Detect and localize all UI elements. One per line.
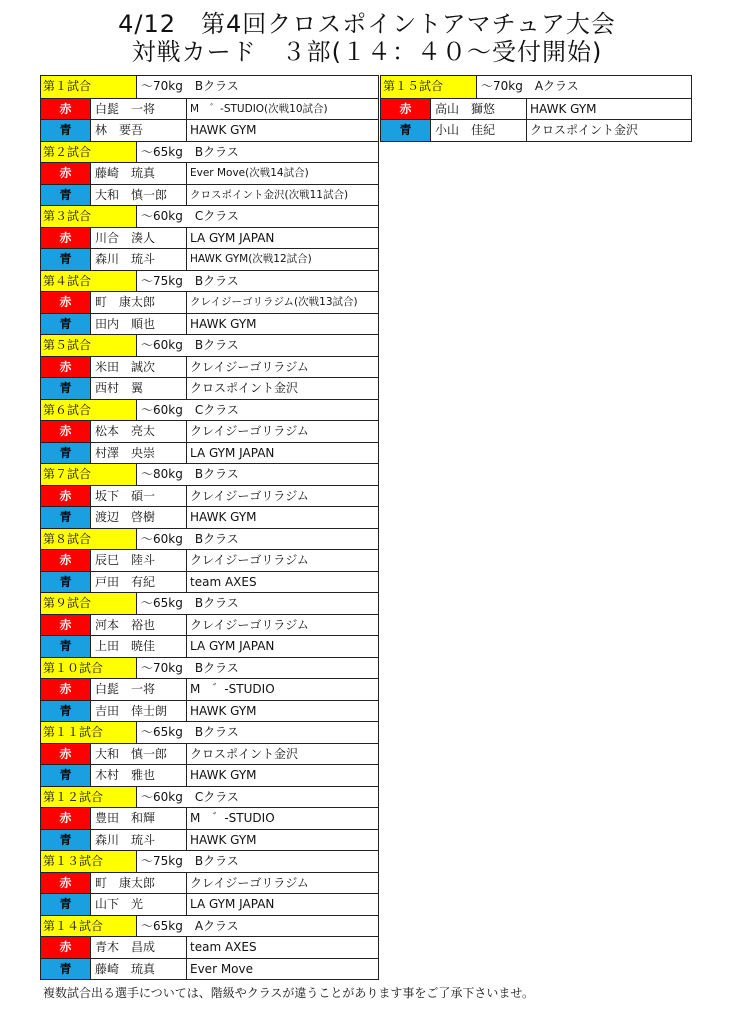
gym-name: M ゛-STUDIO(次戦10試合) [190, 102, 328, 115]
match-header [41, 657, 378, 679]
red-corner-row [41, 356, 378, 378]
gym-name: クレイジーゴリラジム [190, 553, 309, 567]
fighter-name: 町 康太郎 [91, 292, 187, 313]
match-header [41, 721, 378, 743]
match-header [41, 334, 378, 356]
blue-corner-badge: 青 [41, 185, 91, 206]
gym-name: HAWK GYM [190, 832, 257, 847]
match-name: 第１５試合 [381, 76, 477, 98]
match-weight-class: ～60kg Cクラス [141, 402, 239, 417]
red-corner-badge: 赤 [381, 99, 431, 120]
red-corner-badge: 赤 [41, 163, 91, 184]
gym-name: クロスポイント金沢 [190, 381, 299, 395]
blue-corner-badge: 青 [381, 120, 431, 141]
gym-name: HAWK GYM [190, 703, 257, 718]
match-header [41, 592, 378, 614]
gym-name: クレイジーゴリラジム [190, 488, 309, 503]
match-header [41, 141, 378, 163]
blue-corner-badge: 青 [41, 830, 91, 851]
blue-corner-row [41, 764, 378, 786]
red-corner-badge: 赤 [41, 679, 91, 700]
match-weight-class: ～60kg Cクラス [141, 789, 239, 804]
gym-name: クレイジーゴリラジム [190, 424, 309, 438]
match-name: 第１４試合 [41, 916, 137, 937]
match-weight-class: ～65kg Bクラス [141, 596, 239, 610]
blue-corner-row [41, 700, 378, 722]
fighter-name: 大和 慎一郎 [91, 744, 187, 765]
fighter-name: 田内 順也 [91, 314, 187, 335]
fighter-name: 西村 翼 [91, 378, 187, 399]
match-name: 第２試合 [41, 142, 137, 163]
match-weight-class: ～75kg Bクラス [141, 273, 239, 288]
gym-name: LA GYM JAPAN [190, 897, 275, 911]
gym-name: Ever Move(次戦14試合) [190, 167, 309, 179]
red-corner-row [41, 872, 378, 894]
red-corner-row [41, 743, 378, 765]
blue-corner-row [381, 119, 691, 141]
red-corner-badge: 赤 [41, 744, 91, 765]
red-corner-badge: 赤 [41, 550, 91, 571]
gym-name: team AXES [190, 574, 257, 589]
match-weight-class: ～80kg Bクラス [141, 467, 239, 481]
match-weight-class: ～60kg Cクラス [141, 209, 239, 223]
match-header [41, 786, 378, 808]
fighter-name: 河本 裕也 [91, 615, 187, 636]
gym-name: M ゛-STUDIO [190, 811, 275, 825]
red-corner-badge: 赤 [41, 615, 91, 636]
match-weight-class: ～65kg Bクラス [141, 725, 239, 739]
fighter-name: 松本 亮太 [91, 421, 187, 442]
gym-name: クレイジーゴリラジム [190, 875, 309, 890]
gym-name: クロスポイント金沢(次戦11試合) [190, 188, 349, 201]
blue-corner-badge: 青 [41, 636, 91, 657]
match-name: 第７試合 [41, 464, 137, 485]
match-name: 第５試合 [41, 335, 137, 356]
match-name: 第８試合 [41, 529, 137, 550]
match-name: 第１試合 [41, 76, 137, 98]
match-weight-class: ～65kg Aクラス [141, 918, 239, 933]
fighter-name: 森川 琉斗 [91, 830, 187, 851]
blue-corner-row [41, 958, 378, 980]
match-name: 第１１試合 [41, 722, 137, 743]
blue-corner-row [41, 313, 378, 335]
red-corner-row [41, 678, 378, 700]
gym-name: クロスポイント金沢 [190, 746, 299, 761]
blue-corner-row [41, 184, 378, 206]
red-corner-badge: 赤 [41, 228, 91, 249]
match-header [41, 463, 378, 485]
blue-corner-badge: 青 [41, 249, 91, 270]
blue-corner-badge: 青 [41, 894, 91, 915]
gym-name: クレイジーゴリラジム [190, 617, 309, 632]
gym-name: クレイジーゴリラジム [190, 359, 309, 374]
red-corner-badge: 赤 [41, 292, 91, 313]
gym-name: HAWK GYM(次戦12試合) [190, 253, 312, 265]
gym-name: HAWK GYM [190, 768, 257, 782]
match-weight-class: ～70kg Bクラス [141, 660, 239, 675]
fighter-name: 白髭 一将 [91, 679, 187, 700]
gym-name: LA GYM JAPAN [190, 639, 275, 653]
footer-note: 複数試合出る選手については、階級やクラスが違うことがあります事をご了承下さいませ。 [43, 986, 535, 1000]
blue-corner-row [41, 119, 378, 141]
match-weight-class: ～60kg Bクラス [141, 338, 239, 352]
gym-name: LA GYM JAPAN [190, 230, 275, 245]
gym-name: HAWK GYM [190, 316, 257, 331]
match-header [41, 915, 378, 937]
match-header [41, 528, 378, 550]
fighter-name: 戸田 有紀 [91, 572, 187, 593]
blue-corner-badge: 青 [41, 507, 91, 528]
blue-corner-badge: 青 [41, 314, 91, 335]
fighter-name: 藤崎 琉真 [91, 163, 187, 184]
fighter-name: 豊田 和輝 [91, 808, 187, 829]
blue-corner-badge: 青 [41, 443, 91, 464]
fighter-name: 木村 雅也 [91, 765, 187, 786]
red-corner-badge: 赤 [41, 421, 91, 442]
red-corner-row [41, 162, 378, 184]
fighter-name: 川合 湊人 [91, 228, 187, 249]
gym-name: Ever Move [190, 961, 253, 976]
match-name: 第６試合 [41, 400, 137, 421]
blue-corner-row [41, 377, 378, 399]
gym-name: team AXES [190, 940, 257, 954]
gym-name: LA GYM JAPAN [190, 445, 275, 460]
red-corner-badge: 赤 [41, 937, 91, 958]
red-corner-badge: 赤 [41, 808, 91, 829]
blue-corner-badge: 青 [41, 959, 91, 980]
match-header [41, 270, 378, 292]
red-corner-row [41, 549, 378, 571]
match-name: 第３試合 [41, 206, 137, 227]
match-weight-class: ～70kg Aクラス [481, 79, 579, 93]
match-table-right [380, 75, 692, 142]
match-name: 第１０試合 [41, 658, 137, 679]
fighter-name: 白髭 一将 [91, 99, 187, 120]
blue-corner-badge: 青 [41, 572, 91, 593]
gym-name: M ゛-STUDIO [190, 682, 275, 696]
match-header [41, 205, 378, 227]
page-title: 4/12 第4回クロスポイントアマチュア大会 [118, 10, 616, 38]
blue-corner-badge: 青 [41, 378, 91, 399]
red-corner-badge: 赤 [41, 99, 91, 120]
match-header [41, 76, 378, 98]
red-corner-row [41, 807, 378, 829]
fighter-name: 小山 佳紀 [431, 120, 527, 141]
blue-corner-row [41, 893, 378, 915]
fighter-name: 吉田 倖士朗 [91, 701, 187, 722]
match-header [41, 850, 378, 872]
match-name: 第１２試合 [41, 787, 137, 808]
blue-corner-row [41, 506, 378, 528]
fighter-name: 藤崎 琉真 [91, 959, 187, 980]
red-corner-row [41, 98, 378, 120]
red-corner-row [41, 227, 378, 249]
fighter-name: 高山 獅悠 [431, 99, 527, 120]
blue-corner-row [41, 635, 378, 657]
match-name: 第４試合 [41, 271, 137, 292]
gym-name: HAWK GYM [190, 123, 257, 137]
match-header [41, 399, 378, 421]
match-name: 第９試合 [41, 593, 137, 614]
fighter-name: 辰巳 陸斗 [91, 550, 187, 571]
match-weight-class: ～65kg Bクラス [141, 144, 239, 159]
gym-name: HAWK GYM [530, 101, 597, 116]
red-corner-row [41, 936, 378, 958]
match-weight-class: ～60kg Bクラス [141, 531, 239, 546]
blue-corner-row [41, 248, 378, 270]
fighter-name: 米田 誠次 [91, 357, 187, 378]
red-corner-row [41, 614, 378, 636]
fighter-name: 大和 慎一郎 [91, 185, 187, 206]
blue-corner-row [41, 829, 378, 851]
red-corner-badge: 赤 [41, 357, 91, 378]
red-corner-row [381, 98, 691, 120]
blue-corner-badge: 青 [41, 701, 91, 722]
gym-name: HAWK GYM [190, 510, 257, 524]
fighter-name: 村澤 央崇 [91, 443, 187, 464]
match-weight-class: ～75kg Bクラス [141, 854, 239, 868]
blue-corner-badge: 青 [41, 120, 91, 141]
blue-corner-badge: 青 [41, 765, 91, 786]
fighter-name: 上田 暁佳 [91, 636, 187, 657]
red-corner-row [41, 291, 378, 313]
gym-name: クロスポイント金沢 [530, 123, 639, 137]
fighter-name: 林 要吾 [91, 120, 187, 141]
red-corner-row [41, 420, 378, 442]
match-header [381, 76, 691, 98]
fighter-name: 青木 昌成 [91, 937, 187, 958]
match-name: 第１３試合 [41, 851, 137, 872]
fighter-name: 山下 光 [91, 894, 187, 915]
fighter-name: 町 康太郎 [91, 873, 187, 894]
gym-name: クレイジーゴリラジム(次戦13試合) [190, 296, 358, 308]
blue-corner-row [41, 442, 378, 464]
red-corner-badge: 赤 [41, 486, 91, 507]
blue-corner-row [41, 571, 378, 593]
red-corner-badge: 赤 [41, 873, 91, 894]
fighter-name: 坂下 碩一 [91, 486, 187, 507]
fighter-name: 森川 琉斗 [91, 249, 187, 270]
match-table-left [40, 75, 379, 980]
red-corner-row [41, 485, 378, 507]
fighter-name: 渡辺 啓樹 [91, 507, 187, 528]
page-subtitle: 対戦カード ３部(１４：４０～受付開始) [131, 38, 603, 66]
match-weight-class: ～70kg Bクラス [141, 79, 239, 93]
